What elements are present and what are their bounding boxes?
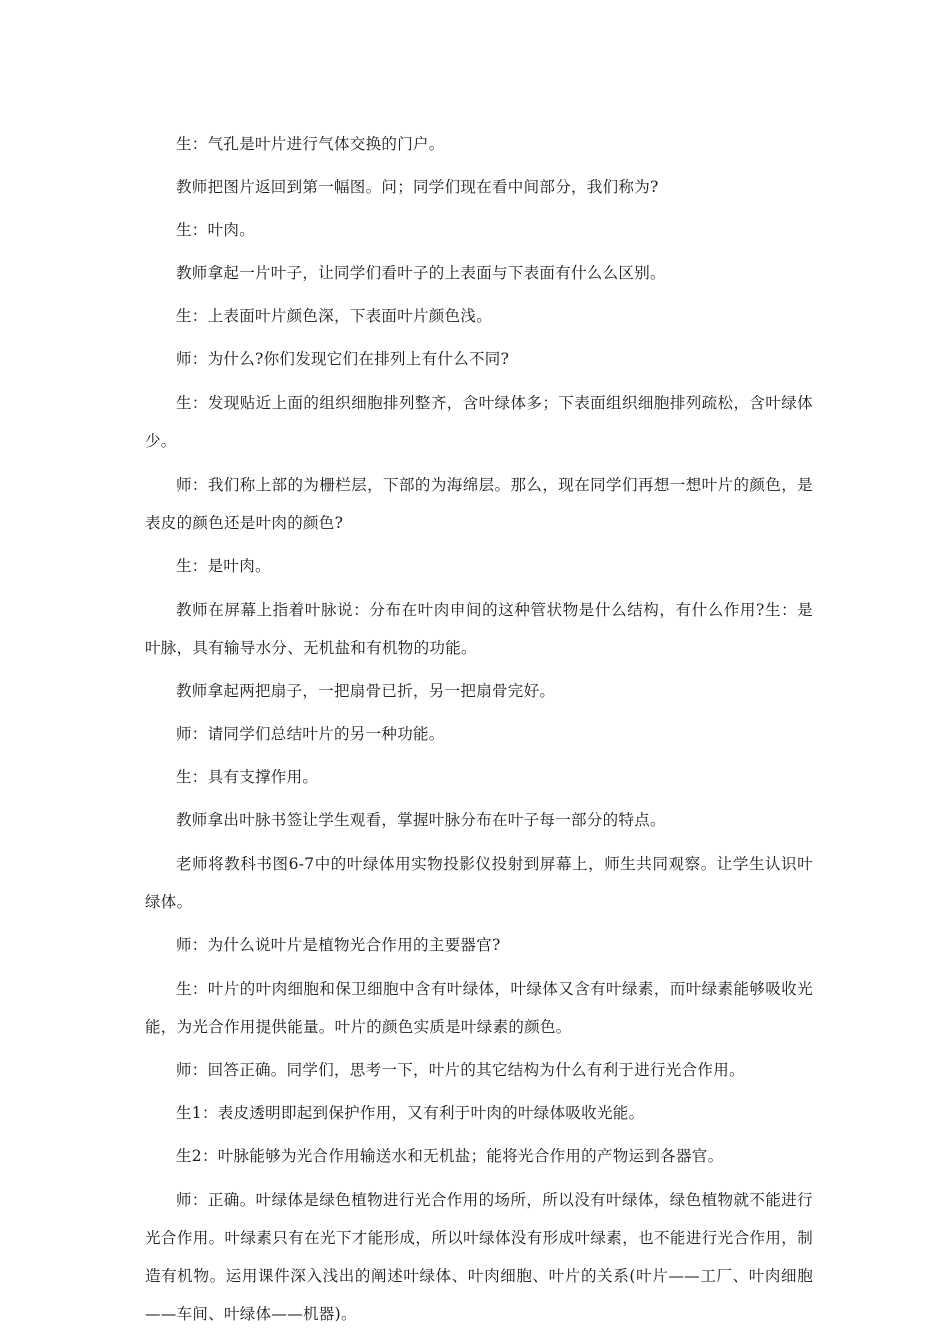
paragraph-9: 生：是叶肉。	[176, 557, 271, 575]
paragraph-3: 生：叶肉。	[176, 221, 256, 239]
paragraph-14: 教师拿出叶脉书签让学生观看，掌握叶脉分布在叶子每一部分的特点。	[176, 811, 666, 829]
paragraph-21: 师：正确。叶绿体是绿色植物进行光合作用的场所，所以没有叶绿体，绿色植物就不能进行光合作用。叶绿素只有在光下才能形成，所以叶绿体没有形成叶绿素，也不能进行光合作用，制造有机物。运用课件深入浅出的阐述叶绿体、叶肉细胞、叶片的关系(叶片——工厂、叶肉细胞——车间、叶绿体——机器)。	[145, 1191, 813, 1323]
paragraph-17: 生：叶片的叶肉细胞和保卫细胞中含有叶绿体，叶绿体又含有叶绿素，而叶绿素能够吸收光能，为光合作用提供能量。叶片的颜色实质是叶绿素的颜色。	[145, 980, 813, 1036]
paragraph-10: 教师在屏幕上指着叶脉说：分布在叶肉申间的这种管状物是什么结构，有什么作用?生：是叶脉，具有输导水分、无机盐和有机物的功能。	[145, 601, 813, 657]
paragraph-11: 教师拿起两把扇子，一把扇骨已折，另一把扇骨完好。	[176, 682, 556, 700]
paragraph-18: 师：回答正确。同学们，思考一下，叶片的其它结构为什么有利于进行光合作用。	[176, 1061, 745, 1079]
paragraph-19: 生1：表皮透明即起到保护作用，又有利于叶肉的叶绿体吸收光能。	[176, 1104, 645, 1122]
paragraph-16: 师：为什么说叶片是植物光合作用的主要器官?	[176, 936, 501, 954]
paragraph-2: 教师把图片返回到第一幅图。问；同学们现在看中间部分，我们称为?	[176, 178, 659, 196]
paragraph-8: 师：我们称上部的为栅栏层，下部的为海绵层。那么，现在同学们再想一想叶片的颜色，是表皮的颜色还是叶肉的颜色?	[145, 476, 813, 532]
document-body	[145, 126, 813, 1333]
paragraph-20: 生2：叶脉能够为光合作用输送水和无机盐；能将光合作用的产物运到各器官。	[176, 1147, 724, 1165]
paragraph-13: 生：具有支撑作用。	[176, 768, 319, 786]
paragraph-1: 生：气孔是叶片进行气体交换的门户。	[176, 135, 445, 153]
paragraph-4: 教师拿起一片叶子，让同学们看叶子的上表面与下表面有什么么区别。	[176, 264, 666, 282]
paragraph-7: 生：发现贴近上面的组织细胞排列整齐，含叶绿体多；下表面组织细胞排列疏松，含叶绿体少。	[145, 394, 813, 450]
paragraph-5: 生：上表面叶片颜色深，下表面叶片颜色浅。	[176, 307, 493, 325]
paragraph-15: 老师将教科书图6-7中的叶绿体用实物投影仪投射到屏幕上，师生共同观察。让学生认识叶绿体。	[145, 855, 813, 911]
paragraph-12: 师：请同学们总结叶片的另一种功能。	[176, 725, 445, 743]
paragraph-6: 师：为什么?你们发现它们在排列上有什么不同?	[176, 350, 510, 368]
